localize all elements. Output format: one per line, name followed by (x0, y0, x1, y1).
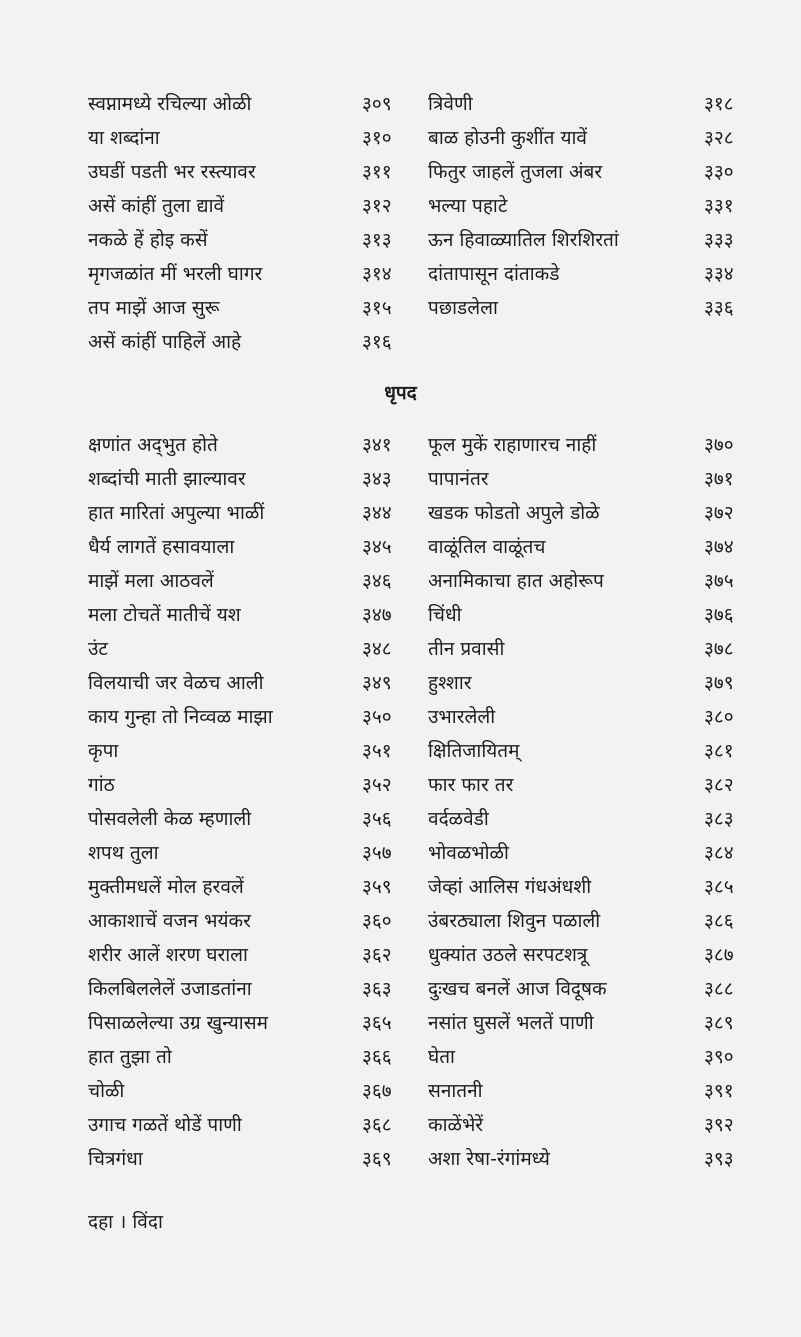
page-number-left: ३४८ (362, 638, 392, 660)
poem-title-left: शब्दांची माती झाल्यावर (88, 468, 246, 490)
poem-title-right: फितुर जाहलें तुजला अंबर (428, 161, 603, 183)
poem-title-left: धैर्य लागतें हसावयाला (88, 536, 235, 558)
poem-title-left: चोळी (88, 1080, 125, 1102)
poem-title-left: नकळे हें होइ कसें (88, 229, 208, 251)
contents-row (0, 496, 801, 530)
contents-row (0, 972, 801, 1006)
page-number-left: ३११ (362, 161, 392, 183)
page-number-left: ३१२ (362, 195, 392, 217)
poem-title-left: शरीर आलें शरण घराला (88, 944, 248, 966)
poem-title-right: त्रिवेणी (428, 93, 473, 115)
poem-title-right: भल्या पहाटे (428, 195, 508, 217)
page-number-right: ३७४ (704, 536, 734, 558)
contents-row (0, 870, 801, 904)
page-number-left: ३६८ (362, 1114, 392, 1136)
page-number-right: ३३३ (704, 229, 734, 251)
page-number-right: ३९१ (704, 1080, 734, 1102)
page-number-right: ३८२ (704, 774, 734, 796)
contents-row (0, 836, 801, 870)
page-number-left: ३१३ (362, 229, 392, 251)
page-number-left: ३५१ (362, 740, 392, 762)
page-number-left: ३६९ (362, 1148, 392, 1170)
poem-title-right: घेता (428, 1046, 455, 1068)
poem-title-left: पोसवलेली केळ म्हणाली (88, 808, 252, 830)
page-number-right: ३७५ (704, 570, 734, 592)
page-number-left: ३६३ (362, 978, 392, 1000)
poem-title-right: सनातनी (428, 1080, 483, 1102)
page-number-right: ३७१ (704, 468, 734, 490)
page-number-right: ३८७ (704, 944, 734, 966)
page-number-left: ३४७ (362, 604, 392, 626)
page-number-left: ३४४ (362, 502, 392, 524)
poem-title-right: फार फार तर (428, 774, 514, 796)
page-number-left: ३६७ (362, 1080, 392, 1102)
contents-row (0, 1006, 801, 1040)
contents-row (0, 1074, 801, 1108)
contents-row (0, 632, 801, 666)
page-number-right: ३८३ (704, 808, 734, 830)
poem-title-right: हुश्शार (428, 672, 472, 694)
poem-title-right: उभारलेली (428, 706, 496, 728)
page-number-right: ३८० (704, 706, 734, 728)
page-number-left: ३५९ (362, 876, 392, 898)
contents-row (0, 666, 801, 700)
contents-row (0, 734, 801, 768)
contents-row (0, 768, 801, 802)
poem-title-right: वाळूंतिल वाळूंतच (428, 536, 546, 558)
contents-row (0, 428, 801, 462)
contents-row (0, 223, 801, 257)
page-number-left: ३६६ (362, 1046, 392, 1068)
page-number-left: ३६५ (362, 1012, 392, 1034)
poem-title-left: आकाशाचें वजन भयंकर (88, 910, 251, 932)
section-heading: धृपद (384, 382, 417, 404)
page-number-left: ३४६ (362, 570, 392, 592)
page-number-right: ३३६ (704, 297, 734, 319)
poem-title-left: या शब्दांना (88, 127, 160, 149)
contents-row (0, 564, 801, 598)
poem-title-right: पछाडलेला (428, 297, 498, 319)
poem-title-right: उंबरठ्याला शिवुन पळाली (428, 910, 601, 932)
page-number-right: ३७९ (704, 672, 734, 694)
page-number-left: ३५६ (362, 808, 392, 830)
contents-row (0, 87, 801, 121)
poem-title-left: उंट (88, 638, 108, 660)
page-number-left: ३६२ (362, 944, 392, 966)
poem-title-right: अशा रेषा-रंगांमध्ये (428, 1148, 550, 1170)
page-number-right: ३९० (704, 1046, 734, 1068)
contents-row (0, 462, 801, 496)
page-number-right: ३७८ (704, 638, 734, 660)
contents-row (0, 530, 801, 564)
poem-title-left: असें कांहीं तुला द्यावें (88, 195, 225, 217)
page-number-right: ३१८ (704, 93, 734, 115)
page-number-left: ३४१ (362, 434, 392, 456)
poem-title-left: मुक्तीमधलें मोल हरवलें (88, 876, 244, 898)
poem-title-right: तीन प्रवासी (428, 638, 505, 660)
poem-title-right: नसांत घुसलें भलतें पाणी (428, 1012, 594, 1034)
poem-title-right: खडक फोडतो अपुले डोळे (428, 502, 600, 524)
contents-row (0, 938, 801, 972)
page-number-left: ३१४ (362, 263, 392, 285)
poem-title-left: मृगजळांत मीं भरली घागर (88, 263, 263, 285)
page-number-left: ३४३ (362, 468, 392, 490)
contents-row (0, 291, 801, 325)
contents-row (0, 325, 801, 359)
contents-row (0, 257, 801, 291)
contents-row (0, 1142, 801, 1176)
poem-title-right: क्षितिजायितम् (428, 740, 520, 762)
poem-title-left: कृपा (88, 740, 119, 762)
page-number-right: ३९२ (704, 1114, 734, 1136)
contents-section-2 (0, 428, 801, 1176)
page-number-right: ३३१ (704, 195, 734, 217)
page-number-right: ३८१ (704, 740, 734, 762)
contents-row (0, 121, 801, 155)
page-number-right: ३३४ (704, 263, 734, 285)
poem-title-right: ऊन हिवाळ्यातिल शिरशिरतां (428, 229, 619, 251)
page-number-left: ३४५ (362, 536, 392, 558)
contents-row (0, 189, 801, 223)
poem-title-right: बाळ होउनी कुशींत यावें (428, 127, 587, 149)
poem-title-right: भोवळभोळी (428, 842, 509, 864)
poem-title-right: दुःखच बनलें आज विदूषक (428, 978, 607, 1000)
poem-title-left: पिसाळलेल्या उग्र खुन्यासम (88, 1012, 268, 1034)
poem-title-left: उगाच गळतें थोडें पाणी (88, 1114, 242, 1136)
poem-title-left: उघडीं पडती भर रस्त्यावर (88, 161, 256, 183)
poem-title-right: धुक्यांत उठले सरपटशत्रू (428, 944, 588, 966)
page-number-right: ३९३ (704, 1148, 734, 1170)
page-number-right: ३८६ (704, 910, 734, 932)
page-number-right: ३८८ (704, 978, 734, 1000)
page-number-left: ३४९ (362, 672, 392, 694)
poem-title-right: जेव्हां आलिस गंधअंधशी (428, 876, 592, 898)
page-number-left: ३६० (362, 910, 392, 932)
contents-row (0, 1040, 801, 1074)
poem-title-left: क्षणांत अद्‌भुत होते (88, 434, 218, 456)
page-number-left: ३१६ (362, 331, 392, 353)
page-number-right: ३७२ (704, 502, 734, 524)
contents-row (0, 598, 801, 632)
poem-title-left: चित्रगंधा (88, 1148, 143, 1170)
page-number-right: ३८९ (704, 1012, 734, 1034)
poem-title-left: असें कांहीं पाहिलें आहे (88, 331, 242, 353)
contents-row (0, 1108, 801, 1142)
contents-row (0, 700, 801, 734)
poem-title-left: किलबिललेलें उजाडतांना (88, 978, 252, 1000)
poem-title-right: पापानंतर (428, 468, 489, 490)
poem-title-right: फूल मुकें राहाणारच नाहीं (428, 434, 597, 456)
page-number-left: ३०९ (362, 93, 392, 115)
poem-title-left: गांठ (88, 774, 115, 796)
page-number-right: ३७० (704, 434, 734, 456)
poem-title-right: काळेंभेरें (428, 1114, 484, 1136)
page-number-left: ३५२ (362, 774, 392, 796)
poem-title-right: चिंधी (428, 604, 462, 626)
contents-row (0, 802, 801, 836)
poem-title-left: विलयाची जर वेळच आली (88, 672, 264, 694)
poem-title-left: मला टोचतें मातीचें यश (88, 604, 241, 626)
page-number-right: ३३० (704, 161, 734, 183)
contents-row (0, 904, 801, 938)
poem-title-left: स्वप्नामध्ये रचिल्या ओळी (88, 93, 252, 115)
page-number-left: ३५० (362, 706, 392, 728)
poem-title-left: हात मारितां अपुल्या भाळीं (88, 502, 265, 524)
contents-row (0, 155, 801, 189)
poem-title-right: दांतापासून दांताकडे (428, 263, 560, 285)
page-number-left: ३५७ (362, 842, 392, 864)
page-number-right: ३७६ (704, 604, 734, 626)
page-number-right: ३८४ (704, 842, 734, 864)
page-number-left: ३१० (362, 127, 392, 149)
poem-title-left: माझें मला आठवलें (88, 570, 214, 592)
poem-title-left: काय गुन्हा तो निव्वळ माझा (88, 706, 273, 728)
poem-title-left: शपथ तुला (88, 842, 159, 864)
contents-section-1 (0, 87, 801, 359)
page-number-left: ३१५ (362, 297, 392, 319)
poem-title-right: अनामिकाचा हात अहोरूप (428, 570, 604, 592)
poem-title-left: हात तुझा तो (88, 1046, 172, 1068)
page-number-right: ३२८ (704, 127, 734, 149)
poem-title-right: वर्दळवेडी (428, 808, 489, 830)
page-number-right: ३८५ (704, 876, 734, 898)
poem-title-left: तप माझें आज सुरू (88, 297, 220, 319)
page-footer: दहा । विंदा (88, 1211, 163, 1233)
